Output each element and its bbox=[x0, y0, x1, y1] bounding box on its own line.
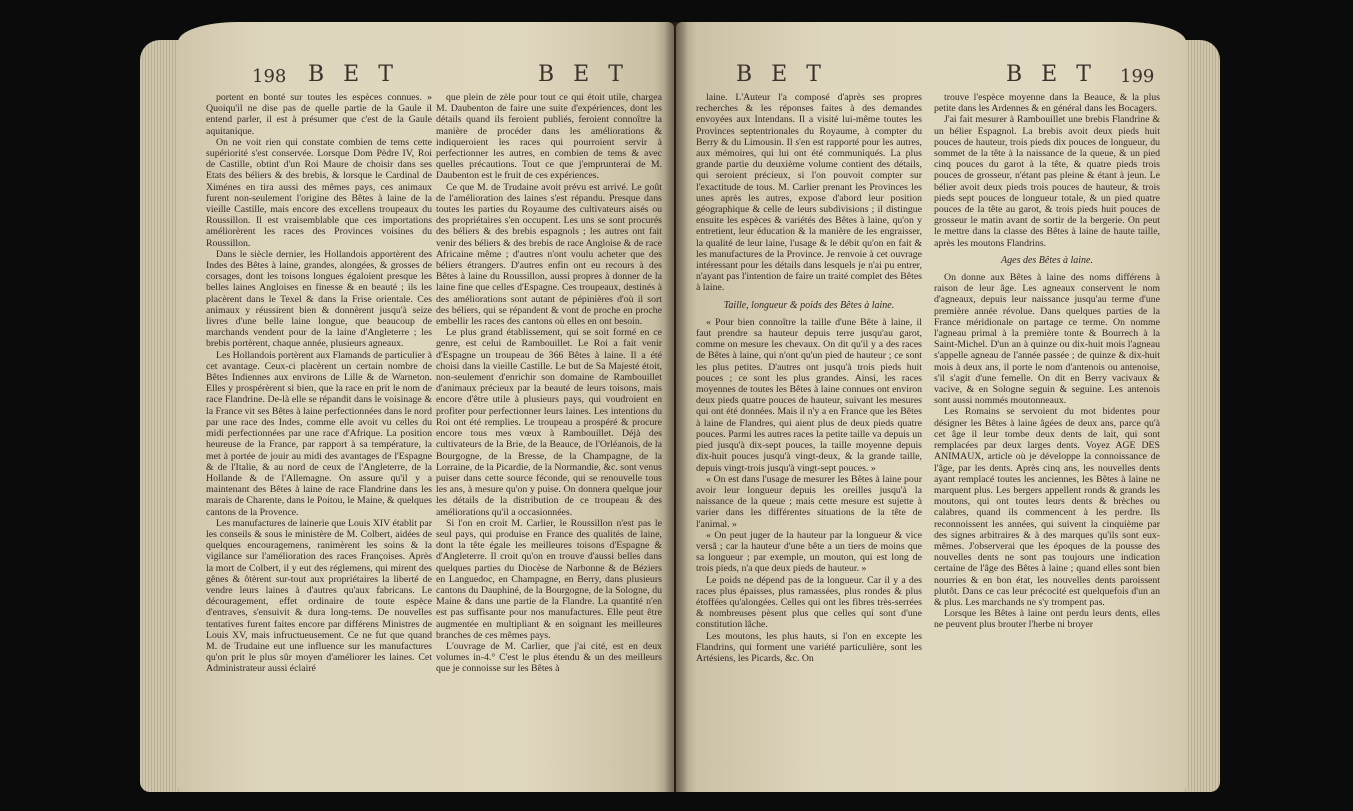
paragraph: Les Romains se servoient du mot bidentes pour désigner les Bêtes à laine âgées de deux ans, parce qu'à cet âge il leur tombe deux dents de lait, qui sont remplacées par deux larges dents. Voyez AGE DES ANIMAUX, article où je développe la connoissance de l'âge, par les dents. Après cinq ans, les nouvelles dents ayant remplacé toutes les anciennes, les Bêtes à laine ne marquent plus. Les bergers appellent ronds & grands les moutons, qui ont toutes leurs dents & brèches ou calabres, quand ils commencent à les perdre. Ils reconnoissent les années, qui suivent la cinquième par des signes arbitraires & à des marques qu'ils sont eux-mêmes. J'observerai que les époques de la pousse des nouvelles dents ne sont pas toujours une indication certaine de l'âge des Bêtes à laine ; quand elles sont bien nourries & en bon état, les nouvelles dents paroissent plutôt. Dans ce cas leur précocité est quelquefois d'un an & plus. Les marchands ne s'y trompent pas. bbox=[934, 406, 1160, 608]
paragraph: « Pour bien connoître la taille d'une Bête à laine, il faut prendre sa hauteur depuis terre jusqu'au garot, comme on mesure les chevaux. On dit qu'il y a des races de Bêtes à laine, qui n'ont qu'un pied de hauteur ; ce sont les plus petites. D'autres ont jusqu'à trois pieds huit pouces ; ce sont les plus grandes. Ainsi, les races moyennes de toutes les Bêtes à laine connues ont environ deux pieds quatre pouces de hauteur, suivant les mesures qui ont été données. Mais il n'y a en France que les Bêtes à laine de Flandres, qui aient plus de deux pieds quatre pouces. Parmi les autres races la petite taille va depuis un pied jusqu'à dix-sept pouces, la taille moyenne depuis dix-huit pouces jusqu'à vingt-deux, & la grande taille, depuis vingt-trois jusqu'à vingt-sept pouces. » bbox=[696, 316, 922, 474]
text-column-1 bbox=[696, 92, 922, 664]
paragraph: Ce que M. de Trudaine avoit prévu est arrivé. Le goût de l'amélioration des laines s'est répandu. Presque dans toutes les parties du Royaume des cultivateurs aisés ou des propriétaires s'en occupent. Les uns se sont procurés des béliers & des brebis espagnols ; les autres ont fait venir des béliers & des brebis de race Angloise & de race Africaine même ; d'autres n'ont voulu acheter que des béliers étrangers. D'autres enfin ont eu recours à des Bêtes à laine du Roussillon, aussi propres à donner de la laine fine que celles d'Espagne. Ces troupeaux, destinés à des améliorations sont autant de pépinières d'où il sort des béliers, qui se répandent & vont de proche en proche embellir les races des cantons où elles en ont besoin. bbox=[436, 181, 662, 328]
text-column-2 bbox=[934, 92, 1160, 631]
paragraph: « On peut juger de la hauteur par la longueur & vice versâ ; car la hauteur d'une bête a un tiers de moins que sa longueur ; par exemple, un mouton, qui est long de trois pieds, n'a que deux pieds de hauteur. » bbox=[696, 529, 922, 575]
left-page bbox=[178, 22, 674, 792]
running-head: B E T bbox=[736, 62, 827, 87]
book-gutter bbox=[664, 22, 688, 792]
running-head: B E T bbox=[308, 62, 399, 87]
right-page bbox=[676, 22, 1186, 792]
section-heading: Taille, longueur & poids des Bêtes à laine. bbox=[723, 299, 895, 311]
paragraph: Dans le siècle dernier, les Hollandois apportèrent des Indes des Bêtes à laine, grandes, alongées, & grosses de corsages, dont les toisons longues égaloient presque les belles laines Angloises en finesse & en beauté ; ils les placèrent dans le Texel & dans la Frise orientale. Ces animaux y réussirent bien & donnèrent jusqu'à seize livres d'une belle laine longue, que beaucoup de marchands vendent pour de la laine d'Angleterre ; les brebis portèrent, chaque année, plusieurs agneaux. bbox=[206, 248, 432, 350]
running-head: B E T bbox=[1006, 62, 1097, 87]
paragraph: L'ouvrage de M. Carlier, que j'ai cité, est en deux volumes in-4.° C'est le plus étendu & un des meilleurs que je connoisse sur les Bêtes à bbox=[436, 640, 662, 675]
paragraph: On ne voit rien qui constate combien de tems cette supériorité s'est conservée. Lorsque Dom Pèdre IV, Roi de Castille, obtint d'un Roi Maure de choisir dans ses Etats des béliers & des brebis, & lorsque le Cardinal de Ximénes en tira aussi des mêmes pays, ces animaux furent non-seulement l'origine des Bêtes à laine de la vieille Castille, mais encore des excellens troupeaux du Roussillon. Il est vraisemblable que ces importations améliorèrent les races des Provinces voisines du Roussillon. bbox=[206, 136, 432, 249]
paragraph: « On est dans l'usage de mesurer les Bêtes à laine pour avoir leur longueur depuis les oreilles jusqu'à la naissance de la queue ; mais cette mesure est sujette à varier dans les différentes situations de la tête de l'animal. » bbox=[696, 473, 922, 530]
paragraph: laine. L'Auteur l'a composé d'après ses propres recherches & les réponses faites à des demandes envoyées aux Intendans. Il a visité lui-même toutes les Provinces septentrionales du Royaume, à compter du Berry & du Limousin. Il s'en est rapporté pour les autres, aux mémoires, qui lui ont été communiqués. La plus grande partie du deuxième volume contient des détails, qui seroient précieux, si l'on pouvoit compter sur l'exactitude de tous. M. Carlier prenant les Provinces les unes après les autres, expose d'abord leur position géographique & celle de leurs subdivisions ; il distingue ensuite les espèces & variétés des Bêtes à laine, qu'on y entretient, leur éducation & la manière de les engraisser, la qualité de leur laine, l'usage & le débit qu'on en fait & les manufactures de la Province. Je renvoie à cet ouvrage intéressant pour les détails dans lesquels je n'ai pu entrer, n'ayant pas l'intention de faire un traité complet des Bêtes à laine. bbox=[696, 92, 922, 294]
page-number: 198 bbox=[252, 66, 287, 87]
paragraph: Lorsque les Bêtes à laine ont perdu leurs dents, elles ne peuvent plus brouter l'herbe ni broyer bbox=[934, 608, 1160, 631]
paragraph: que plein de zèle pour tout ce qui étoit utile, chargea M. Daubenton de faire une suite d'expériences, dont les détails quand ils feroient publiés, feroient connoître la manière de procéder dans les améliorations & indiqueroient les races qui pourroient servir à perfectionner les autres, en combien de tems & avec quelles précautions. Tout ce que j'emprunterai de M. Daubenton est le fruit de ces expériences. bbox=[436, 92, 662, 182]
paragraph: J'ai fait mesurer à Rambouillet une brebis Flandrine & un bélier Espagnol. La brebis avoit deux pieds huit pouces de hauteur, trois pieds dix pouces de longueur, du sommet de la tête à la naissance de la queue, & un pied cinq pouces du garot à la tête, & quatre pieds trois pouces de grosseur, n'étant pas pleine & étant à jeun. Le bélier avoit deux pieds trois pouces de hauteur, & trois pieds sept pouces de longueur totale, & un pied quatre pouces de la tête au garot, & trois pieds huit pouces de grosseur le matin avant de sortir de la bergerie. On peut le mettre dans la classe des Bêtes à laine de haute taille, après les moutons Flandrins. bbox=[934, 114, 1160, 249]
paragraph: trouve l'espèce moyenne dans la Beauce, & la plus petite dans les Ardennes & en général dans les Bocagers. bbox=[934, 92, 1160, 115]
paragraph: Les Hollandois portèrent aux Flamands de particulier à cet avantage. Ceux-ci placèrent un certain nombre de Bêtes Indiennes aux environs de Lille & de Warneton. Elles y prospérèrent si bien, que la race en prit le nom de race Flandrine. De-là elle se répandit dans le voisinage & la France vit ses Bêtes à laine perfectionnées dans le nord par une race des Indes, comme elle avoit vu celles du midi perfectionnées par une race d'Afrique. La position heureuse de la France, par rapport à sa température, la met à portée de jouir au midi des avantages de l'Espagne & de l'Italie, & au nord de ceux de l'Angleterre, de la Hollande & de l'Allemagne. On assure qu'il y a maintenant des Bêtes à laine de race Flandrine dans les marais de Charente, dans le Poitou, le Maine, & quelques cantons de la Provence. bbox=[206, 349, 432, 518]
page-number: 199 bbox=[1120, 66, 1155, 87]
paragraph: On donne aux Bêtes à laine des noms différens à raison de leur âge. Les agneaux conservent le nom d'agneaux, depuis leur naissance jusqu'au terme d'une première année révolue. Dans quelques parties de la France méridionale on partage ce terme. On nomme l'agneau primal à la première tonte & Bourrech à la Saint-Michel. D'un an à quinze ou dix-huit mois l'agneau s'appelle agneau de l'année passée ; de quinze & dix-huit mois à deux ans, il porte le nom d'antenois ou antenoise, s'il s'agit d'une femelle. On dit en Berry vacivaux & vacive, & en Sologne seguin & seguine. Les antenois sont aussi nommés moutonneaux. bbox=[934, 272, 1160, 407]
paragraph: portent en bonté sur toutes les espèces connues. » Quoiqu'il ne dise pas de quelle partie de la Gaule il entend parler, il est à présumer que c'est de la Gaule aquitanique. bbox=[206, 92, 432, 137]
paragraph: Le plus grand établissement, qui se soit formé en ce genre, est celui de Rambouillet. Le Roi a fait venir d'Espagne un troupeau de 366 Bêtes à laine. Il a été choisi dans la vieille Castille. Le but de Sa Majesté étoit, non-seulement d'enrichir son domaine de Rambouillet d'animaux précieux par la beauté de leurs toisons, mais encore d'être utile à plusieurs pays, qui voudroient en profiter pour perfectionner leurs laines. Les intentions du Roi ont été remplies. Le troupeau a prospéré & procure encore tous mes vœux à Rambouillet. Déjà des cultivateurs de la Brie, de la Beauce, de l'Orléanois, de la Bourgogne, de la Bresse, de la Champagne, de la Lorraine, de la Picardie, de la Normandie, &c. sont venus puiser dans cette source féconde, qui se renouvelle tous les ans, à mesure qu'on y puise. On donnera quelque jour les détails de la distribution de ce troupeau & des améliorations qu'il a occasionnées. bbox=[436, 327, 662, 518]
paragraph: Les moutons, les plus hauts, si l'on en excepte les Flandrins, qui forment une variété particulière, sont les Artésiens, les Picards, &c. On bbox=[696, 630, 922, 664]
paragraph: Si l'on en croit M. Carlier, le Roussillon n'est pas le seul pays, qui produise en France des qualités de laine, dont la tête égale les meilleures toisons d'Espagne & d'Angleterre. Il croit qu'on en trouve d'aussi belles dans quelques parties du Diocèse de Narbonne & de Béziers en Languedoc, en Champagne, en Berry, dans plusieurs cantons du Dauphiné, de la Bourgogne, de la Sologne, du Maine & dans une partie de la Flandre. La quantité n'en est pas suffisante pour nos manufactures. Elle peut être augmentée en multipliant & en soignant les meilleures branches de ces mêmes pays. bbox=[436, 517, 662, 641]
paragraph: Le poids ne dépend pas de la longueur. Car il y a des races plus épaisses, plus ramassées, plus rondes & plus étoffées qu'alongées. Celles qui ont les fibres très-serrées & nombreuses pèsent plus que celles qui sont d'une constitution lâche. bbox=[696, 574, 922, 631]
text-column-1 bbox=[206, 92, 432, 675]
running-head: B E T bbox=[538, 62, 629, 87]
text-column-2 bbox=[436, 92, 662, 675]
section-heading: Ages des Bêtes à laine. bbox=[1001, 254, 1093, 266]
paragraph: Les manufactures de lainerie que Louis XIV établit par les conseils & sous le ministère de M. Colbert, aidées de quelques encouragemens, ranimèrent les soins & la vigilance sur l'amélioration des races Françoises. Après la mort de Colbert, il y eut des réglemens, qui mirent des gênes & ôtèrent sur-tout aux propriétaires la liberté de vendre leurs laines à d'autres qu'aux fabricans. Le découragement, effet ordinaire de toute espèce d'entraves, s'ensuivit & dura long-tems. De nouvelles tentatives furent faites encore par différens Ministres de Louis XV, mais infructueusement. Ce ne fut que quand M. de Trudaine eut une influence sur les manufactures qu'on prit le plus sûr moyen d'améliorer les laines. Cet Administrateur aussi éclairé bbox=[206, 517, 432, 675]
right-page-edges bbox=[1180, 40, 1220, 792]
